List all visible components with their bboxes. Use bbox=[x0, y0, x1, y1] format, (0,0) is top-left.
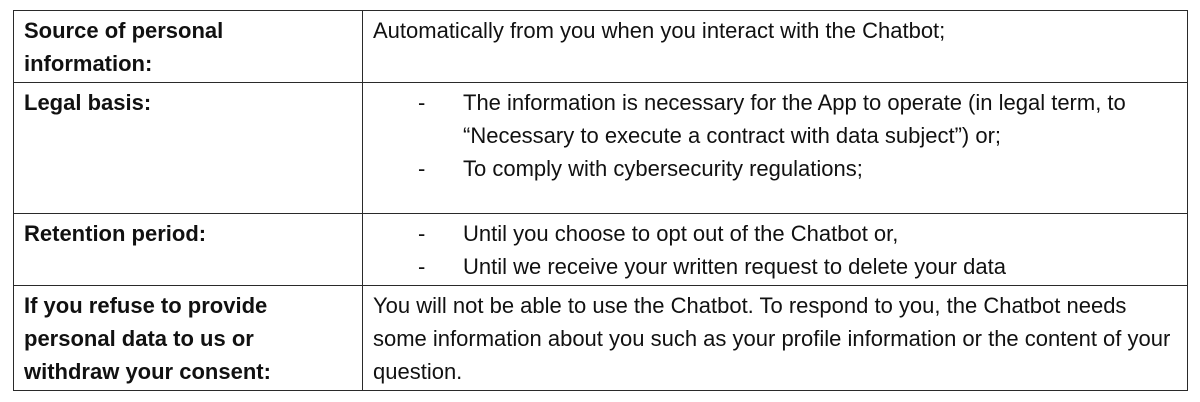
table-row-legal-basis bbox=[14, 83, 1188, 214]
row-label-source: Source of personal information: bbox=[14, 11, 363, 83]
list-item-text: To comply with cybersecurity regulations; bbox=[463, 156, 863, 181]
privacy-info-table bbox=[13, 10, 1188, 391]
table-row-retention bbox=[14, 214, 1188, 286]
list-item-text: Until you choose to opt out of the Chatbot or, bbox=[463, 221, 899, 246]
row-value-retention bbox=[363, 214, 1188, 286]
bullet-dash: - bbox=[418, 221, 426, 246]
row-value-legal-basis bbox=[363, 83, 1188, 214]
bullet-dash: - bbox=[418, 254, 426, 279]
row-label-legal-basis: Legal basis: bbox=[14, 83, 363, 214]
list-item-text: The information is necessary for the App to operate (in legal term, to “Necessary to execute a contract with data subject”) or; bbox=[463, 90, 1126, 148]
row-label-retention: Retention period: bbox=[14, 214, 363, 286]
list-item bbox=[373, 217, 1177, 250]
table-row-source bbox=[14, 11, 1188, 83]
retention-list bbox=[373, 217, 1177, 283]
legal-basis-list bbox=[373, 86, 1177, 185]
list-item-text: Until we receive your written request to delete your data bbox=[463, 254, 1006, 279]
bullet-dash: - bbox=[418, 90, 426, 115]
list-item bbox=[373, 152, 1177, 185]
row-value-refusal: You will not be able to use the Chatbot. To respond to you, the Chatbot needs some information about you such as your profile information or the content of your question. bbox=[363, 286, 1188, 391]
table-row-refusal bbox=[14, 286, 1188, 391]
list-item bbox=[373, 86, 1177, 152]
list-item bbox=[373, 250, 1177, 283]
row-label-refusal: If you refuse to provide personal data to us or withdraw your consent: bbox=[14, 286, 363, 391]
row-value-source: Automatically from you when you interact with the Chatbot; bbox=[363, 11, 1188, 83]
bullet-dash: - bbox=[418, 156, 426, 181]
